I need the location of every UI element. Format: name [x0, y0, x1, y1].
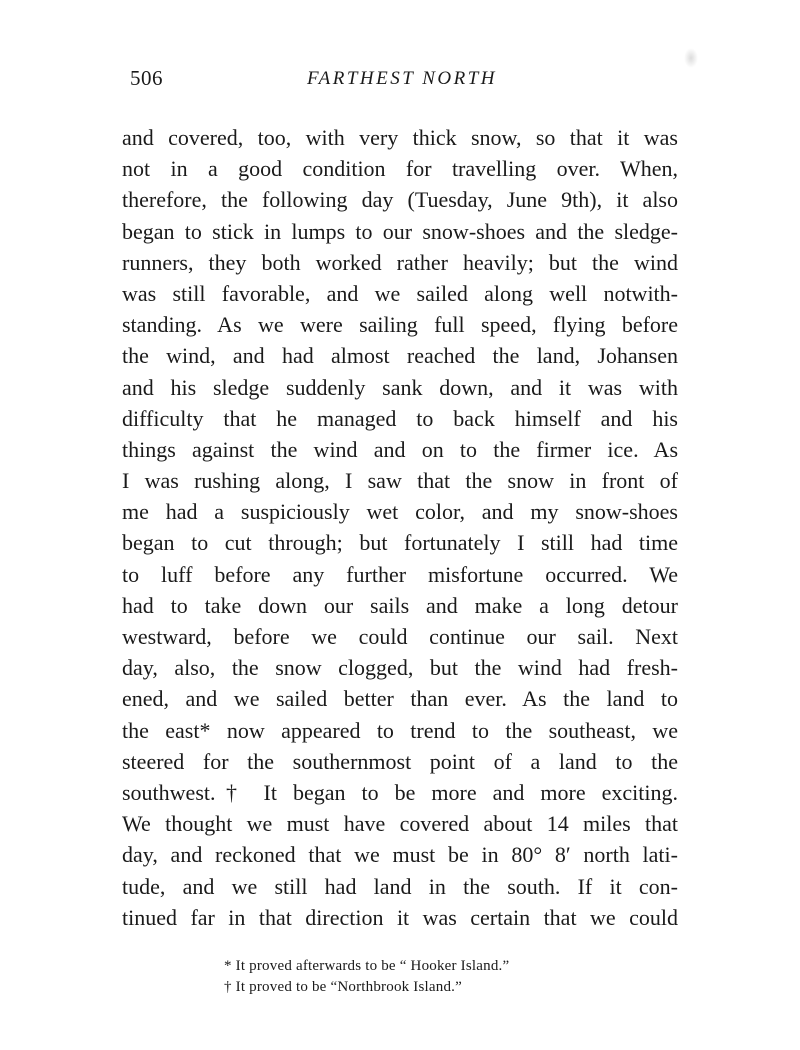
text-line: standing. As we were sailing full speed, flying before — [122, 312, 678, 338]
text-line: day, also, the snow clogged, but the wind had fresh- — [122, 655, 678, 681]
text-line: steered for the southernmost point of a land to the — [122, 748, 678, 774]
text-line: westward, before we could continue our sail. Next — [122, 624, 678, 649]
footnote-northbrook-island: † It proved to be “Northbrook Island.” — [224, 979, 462, 995]
text-line: day, and reckoned that we must be in 80° 8′ north lati- — [122, 842, 678, 868]
page-smudge — [684, 48, 698, 68]
text-line: was still favorable, and we sailed along well notwith- — [122, 280, 678, 306]
text-line: not in a good condition for travelling over. When, — [122, 156, 678, 182]
text-line: the east* now appeared to trend to the southeast, we — [122, 717, 678, 743]
text-line: We thought we must have covered about 14 miles that — [122, 811, 678, 837]
text-line: began to cut through; but fortunately I still had time — [122, 530, 678, 556]
footnote-hooker-island: * It proved afterwards to be “ Hooker Island.” — [224, 958, 510, 974]
text-line: had to take down our sails and make a long detour — [122, 592, 678, 618]
text-line: southwest.† It began to be more and more exciting. — [122, 779, 678, 805]
page-number: 506 — [130, 66, 163, 90]
text-line: ened, and we sailed better than ever. As the land to — [122, 686, 678, 712]
text-line: things against the wind and on to the firmer ice. As — [122, 436, 678, 462]
text-line: difficulty that he managed to back himself and his — [122, 405, 678, 431]
text-line: tude, and we still had land in the south. If it con- — [122, 873, 678, 899]
text-line: began to stick in lumps to our snow-shoes and the sledge- — [122, 218, 678, 244]
text-line: therefore, the following day (Tuesday, June 9th), it also — [122, 187, 678, 213]
text-line: and his sledge suddenly sank down, and it was with — [122, 374, 678, 400]
running-head: FARTHEST NORTH — [306, 68, 498, 89]
text-line: tinued far in that direction it was certain that we could — [122, 904, 678, 930]
text-line: I was rushing along, I saw that the snow in front of — [122, 468, 678, 494]
page-header — [122, 66, 682, 96]
text-line: runners, they both worked rather heavily; but the wind — [122, 249, 678, 275]
text-line: me had a suspiciously wet color, and my snow-shoes — [122, 499, 678, 525]
footnotes — [224, 956, 624, 998]
text-line: and covered, too, with very thick snow, so that it was — [122, 125, 678, 150]
text-line: the wind, and had almost reached the land, Johansen — [122, 343, 678, 369]
text-line: to luff before any further misfortune occurred. We — [122, 561, 678, 587]
body-text — [122, 122, 678, 933]
